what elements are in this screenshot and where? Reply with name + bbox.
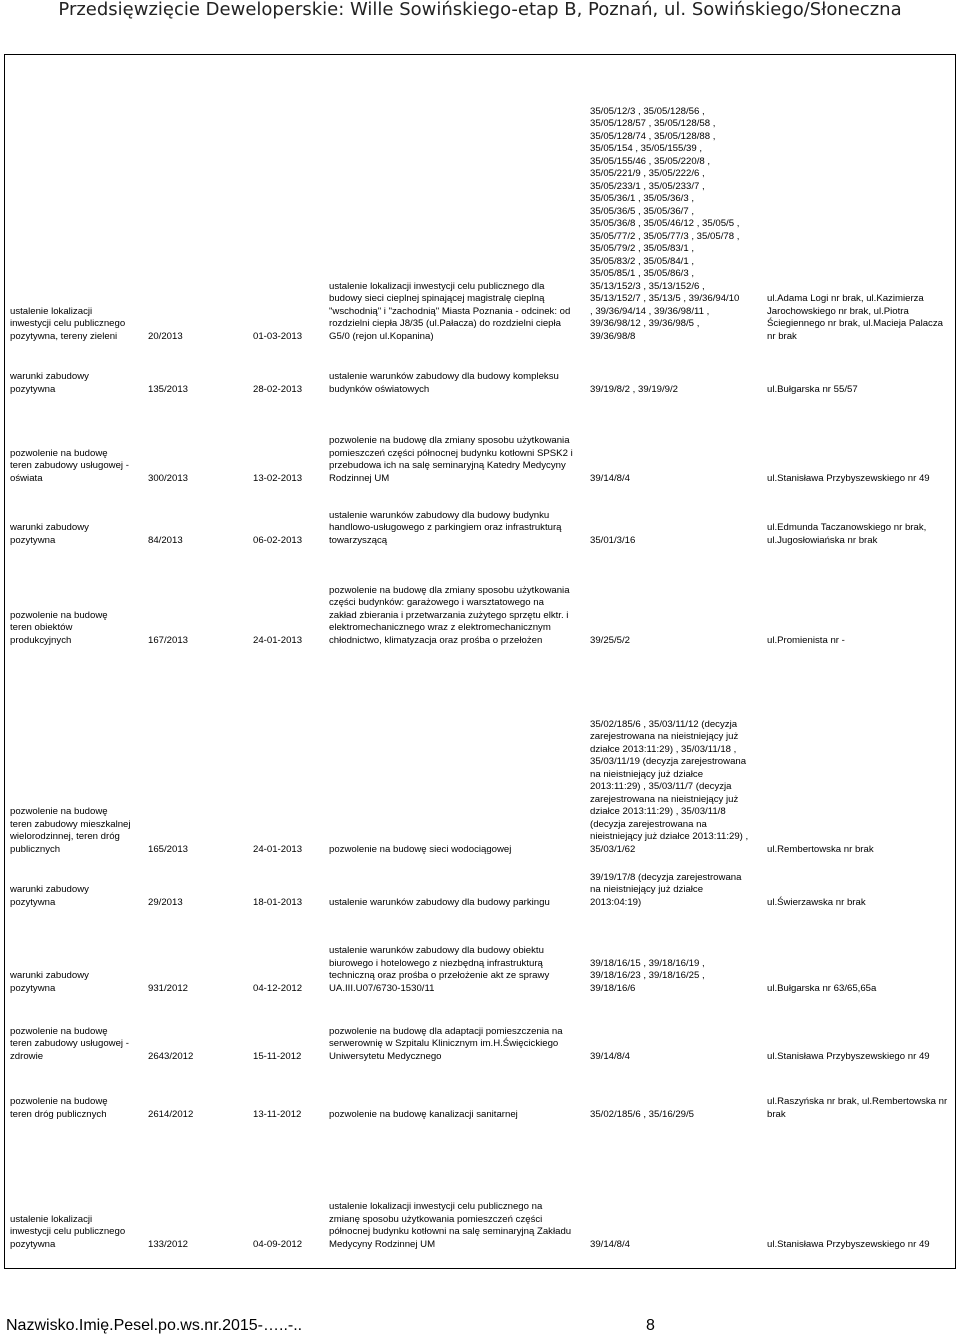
page-number: 8 [646,1317,655,1334]
cell-plots: 35/02/185/6 , 35/03/11/12 (decyzja zarejestrowana na nieistniejący już działce 2013:11:29) , 35/03/11/18 , 35/03/11/19 (decyzja zarejestrowana na nieistniejący już działce 2013:11:29) , 35/03/11/7 (decyzja zarejestrowana na nieistniejący już działce 2013:11:29) , 35/03/11/8 (decyzja zarejestrowana na nieistniejący już działce 2013:11:29) , 35/03/1/62 [590,718,749,855]
cell-address: ul.Raszyńska nr brak, ul.Rembertowska nr brak [767,1096,948,1120]
cell-address: ul.Rembertowska nr brak [767,843,874,855]
cell-description: pozwolenie na budowę dla zmiany sposobu użytkowania pomieszczeń części północnej budynku kotłowni SPSK2 i przebudowa ich na salę seminaryjną Katedry Medycyny Rodzinnej UM [329,435,573,484]
cell-description: ustalenie warunków zabudowy dla budowy obiektu biurowego i hotelowego z niezbędną infrastrukturą techniczną oraz prośba o przełożenie akt ze sprawy UA.III.U07/6730-1530/11 [329,945,550,994]
cell-decision-number: 84/2013 [148,534,183,546]
cell-decision-date: 04-12-2012 [253,982,303,994]
cell-plots: 39/25/5/2 [590,634,631,646]
cell-decision-number: 29/2013 [148,896,183,908]
cell-decision-type: ustalenie lokalizacji inwestycji celu publicznego pozytywna, tereny zieleni [10,305,126,342]
cell-decision-date: 13-02-2013 [253,472,303,484]
cell-decision-date: 24-01-2013 [253,634,303,646]
table-row [5,913,955,999]
table-row [5,347,955,400]
table-row [5,651,955,860]
cell-decision-type: pozwolenie na budowę teren obiektów produkcyjnych [10,609,108,646]
cell-decision-number: 133/2012 [148,1238,189,1250]
cell-plots: 39/14/8/4 [590,472,631,484]
cell-decision-number: 931/2012 [148,982,189,994]
table-row [5,400,955,489]
cell-description: pozwolenie na budowę dla zmiany sposobu użytkowania części budynków: garażowego i warsztatowego na zakład zbierania i przetwarzania zużytego sprzętu elktr. i elektromechanicznego wraz z elektromechanicznym chłodnictwo, klimatyzacja oraz prośba o przełożen [329,584,570,646]
cell-decision-type: warunki zabudowy pozytywna [10,970,89,994]
cell-plots: 35/05/12/3 , 35/05/128/56 , 35/05/128/57 , 35/05/128/58 , 35/05/128/74 , 35/05/128/88 , 35/05/154 , 35/05/155/39 , 35/05/155/46 , 35/05/220/8 , 35/05/221/9 , 35/05/222/6 , 35/05/233/1 , 35/05/233/7 , 35/05/36/1 , 35/05/36/3 , 35/05/36/5 , 35/05/36/7 , 35/05/36/8 , 35/05/46/12 , 35/05/5 , 35/05/77/2 , 35/05/77/3 , 35/05/78 , 35/05/79/2 , 35/05/83/1 , 35/05/83/2 , 35/05/84/1 , 35/05/85/1 , 35/05/86/3 , 35/13/152/3 , 35/13/152/6 , 35/13/152/7 , 35/13/5 , 39/36/94/10 , 39/36/94/14 , 39/36/98/11 , 39/36/98/12 , 39/36/98/5 , 39/36/98/8 [590,105,740,342]
cell-description: pozwolenie na budowę sieci wodociągowej [329,843,512,855]
cell-description: ustalenie warunków zabudowy dla budowy kompleksu budynków oświatowych [329,371,559,395]
cell-address: ul.Bułgarska nr 63/65,65a [767,982,877,994]
cell-decision-number: 135/2013 [148,383,189,395]
cell-decision-number: 2643/2012 [148,1050,194,1062]
cell-decision-date: 13-11-2012 [253,1108,302,1120]
table-row [5,489,955,551]
table-row [5,1067,955,1125]
cell-description: ustalenie lokalizacji inwestycji celu publicznego na zmianę sposobu użytkowania pomieszczeń części północnej budynku kotłowni na salę seminaryjną Zakładu Medycyny Rodzinnej UM [329,1201,572,1250]
cell-decision-type: pozwolenie na budowę teren dróg publicznych [10,1096,108,1120]
cell-decision-number: 167/2013 [148,634,189,646]
table-row [5,55,955,347]
cell-address: ul.Bułgarska nr 55/57 [767,383,858,395]
cell-decision-date: 24-01-2013 [253,843,303,855]
cell-decision-date: 06-02-2013 [253,534,303,546]
cell-address: ul.Adama Logi nr brak, ul.Kazimierza Jarochowskiego nr brak, ul.Piotra Ściegiennego nr brak, ul.Macieja Palacza nr brak [767,293,943,342]
cell-address: ul.Stanisława Przybyszewskiego nr 49 [767,472,930,484]
cell-decision-date: 18-01-2013 [253,896,303,908]
document-title: Przedsięwzięcie Deweloperskie: Wille Sowińskiego-etap B, Poznań, ul. Sowińskiego/Słoneczna [58,0,902,20]
cell-plots: 39/19/8/2 , 39/19/9/2 [590,383,679,395]
cell-decision-type: ustalenie lokalizacji inwestycji celu publicznego pozytywna [10,1213,126,1250]
cell-decision-number: 20/2013 [148,330,183,342]
cell-decision-type: pozwolenie na budowę teren zabudowy usługowej - oświata [10,447,129,484]
cell-decision-date: 04-09-2012 [253,1238,303,1250]
cell-description: ustalenie warunków zabudowy dla budowy parkingu [329,896,550,908]
table-row [5,1125,955,1255]
cell-decision-number: 2614/2012 [148,1108,194,1120]
cell-address: ul.Promienista nr - [767,634,845,646]
cell-plots: 39/14/8/4 [590,1238,631,1250]
cell-decision-type: warunki zabudowy pozytywna [10,884,89,908]
table-row [5,999,955,1067]
cell-decision-type: pozwolenie na budowę teren zabudowy mieszkalnej wielorodzinnej, teren dróg publicznych [10,806,131,855]
table-row [5,860,955,913]
cell-description: pozwolenie na budowę dla adaptacji pomieszczenia na serwerownię w Szpitalu Klinicznym im.H.Święcickiego Uniwersytetu Medycznego [329,1025,563,1062]
cell-plots: 35/01/3/16 [590,534,636,546]
cell-address: ul.Stanisława Przybyszewskiego nr 49 [767,1050,930,1062]
table-row [5,551,955,651]
cell-decision-type: warunki zabudowy pozytywna [10,522,89,546]
footer-text: Nazwisko.Imię.Pesel.po.ws.nr.2015-…..-.. [6,1317,303,1334]
cell-address: ul.Stanisława Przybyszewskiego nr 49 [767,1238,930,1250]
cell-plots: 39/14/8/4 [590,1050,631,1062]
cell-decision-date: 28-02-2013 [253,383,303,395]
cell-description: pozwolenie na budowę kanalizacji sanitarnej [329,1108,518,1120]
cell-decision-type: warunki zabudowy pozytywna [10,371,89,395]
cell-address: ul.Edmunda Taczanowskiego nr brak, ul.Jugosłowiańska nr brak [767,522,927,546]
cell-description: ustalenie lokalizacji inwestycji celu publicznego dla budowy sieci cieplnej spinającej magistralę cieplną "wschodnią" i "zachodnią" Miasta Poznania - odcinek: od rozdzielni ciepła J8/35 (ul.Pałacza) do rozdzielni ciepła G5/0 (rejon ul.Kopanina) [329,280,571,342]
decisions-table [4,54,956,1269]
cell-decision-date: 15-11-2012 [253,1050,302,1062]
cell-decision-number: 300/2013 [148,472,189,484]
cell-plots: 39/18/16/15 , 39/18/16/19 , 39/18/16/23 , 39/18/16/25 , 39/18/16/6 [590,957,705,994]
cell-description: ustalenie warunków zabudowy dla budowy budynku handlowo-usługowego z parkingiem oraz infrastrukturą towarzyszącą [329,509,562,546]
cell-plots: 39/19/17/8 (decyzja zarejestrowana na nieistniejący już działce 2013:04:19) [590,871,742,908]
cell-decision-date: 01-03-2013 [253,330,303,342]
cell-plots: 35/02/185/6 , 35/16/29/5 [590,1108,695,1120]
cell-address: ul.Świerzawska nr brak [767,896,866,908]
cell-decision-number: 165/2013 [148,843,189,855]
cell-decision-type: pozwolenie na budowę teren zabudowy usługowej - zdrowie [10,1025,129,1062]
